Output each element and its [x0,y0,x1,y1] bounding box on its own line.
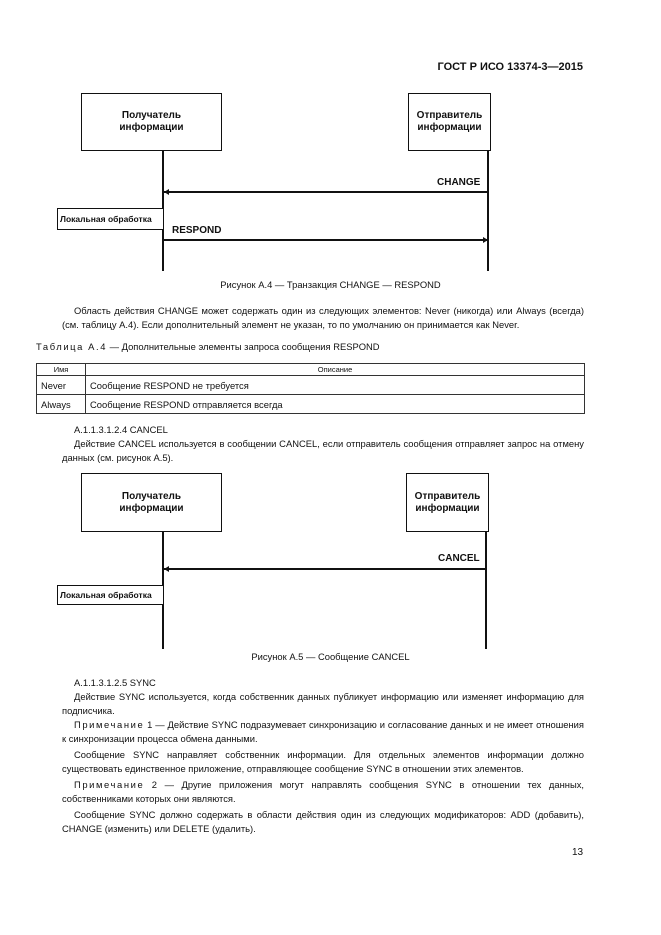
paragraph: Область действия CHANGE может содержать один из следующих элементов: Never (никогда) или Always (всегда) (см. таблицу А.4). Если дополнительный элемент не указан, то по умолчанию он принимается как Never. [62,305,584,330]
sender-lifeline [487,150,489,271]
table-row [37,395,585,414]
paragraph: Сообщение SYNC должно содержать в области действия один из следующих модификаторов: ADD (добавить), CHANGE (изменить) или DELETE (удалить). [62,809,584,834]
table-caption-text: — Дополнительные элементы запроса сообщения RESPOND [107,341,380,352]
table-cell: Сообщение RESPOND не требуется [86,376,585,395]
recipient-box [81,93,222,151]
sender-box [408,93,491,151]
table-cell: Never [37,376,86,395]
sender-lifeline [485,531,487,649]
note-text: 1 — Действие SYNC подразумевает синхронизацию и согласование данных и не имеет отношения к синхронизации процесса обмена данными. [62,719,584,744]
note-label: Примечание [74,719,145,730]
recipient-label: Получатель [121,110,182,121]
table-cell: Сообщение RESPOND отправляется всегда [86,395,585,414]
figure-a5-caption: Рисунок А.5 — Сообщение CANCEL [251,651,410,662]
table-caption [36,340,558,354]
recipient-box [81,473,222,532]
section-heading-sync: А.1.1.3.1.2.5 SYNC [74,677,156,688]
paragraph: Действие SYNC используется, когда собственник данных публикует информацию или изменяет информацию для подписчика. [62,691,584,716]
note-2 [62,778,584,806]
sender-label: информации [417,122,482,133]
document-header: ГОСТ Р ИСО 13374-3—2015 [437,61,583,73]
respond-arrow [164,239,488,241]
section-heading-cancel: А.1.1.3.1.2.4 CANCEL [74,424,168,435]
table-cell: Always [37,395,86,414]
cancel-arrow [164,568,486,570]
sender-label: информации [415,502,480,514]
note-1 [62,718,584,746]
sender-label: Отправитель [414,490,481,502]
local-processing-box: Локальная обработка [57,585,163,605]
table-a4 [36,363,585,414]
table-row [37,376,585,395]
recipient-label: Получатель [121,490,182,502]
table-caption-label: Таблица А.4 [36,341,108,352]
sender-box [406,473,489,532]
recipient-label: информации [119,502,184,514]
respond-message-label: RESPOND [172,225,222,236]
paragraph: Сообщение SYNC направляет собственник информации. Для отдельных элементов информации должно существовать единственное приложение, отправляющее сообщение SYNC в отношении этих элементов. [62,749,584,774]
table-header-row [37,364,585,376]
change-message-label: CHANGE [437,177,481,188]
sender-label: Отправитель [416,110,483,121]
column-header: Имя [37,364,86,376]
cancel-message-label: CANCEL [438,553,480,564]
figure-a4-caption: Рисунок А.4 — Транзакция CHANGE — RESPOND [220,279,441,290]
column-header: Описание [86,364,585,376]
change-arrow [164,191,488,193]
recipient-label: информации [119,122,184,133]
page-number: 13 [572,847,584,858]
note-text: 2 — Другие приложения могут направлять сообщения SYNC в отношении тех данных, собственниками которых они являются. [62,779,584,804]
note-label: Примечание [74,779,145,790]
paragraph: Действие CANCEL используется в сообщении CANCEL, если отправитель сообщения отправляет запрос на отмену данных (см. рисунок А.5). [62,438,584,463]
local-processing-box: Локальная обработка [57,208,163,230]
